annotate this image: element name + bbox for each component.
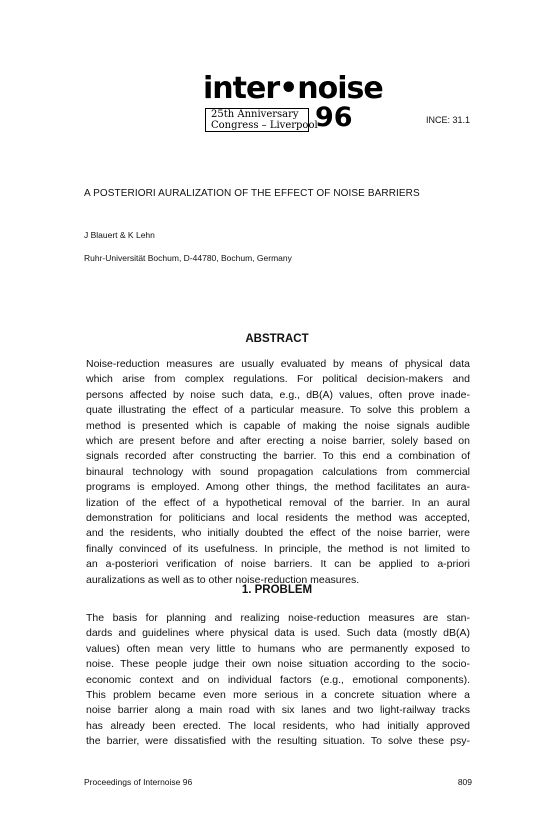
abstract-line: binaural technology with sound propagation calculations from commercial <box>86 465 470 478</box>
problem-line: dards and guidelines where physical data is used. Such data (mostly dB(A) <box>86 627 470 640</box>
problem-line: has already been erected. The local residents, who had initially approved <box>86 719 470 732</box>
abstract-line: demonstration for politicians and local residents the method was accepted, <box>86 512 470 525</box>
problem-line: This problem became even more serious in a concrete situation where a <box>86 689 470 702</box>
abstract-line: auralizations as well as to other noise-reduction measures. <box>86 573 360 586</box>
logo-year: 96 <box>315 102 353 133</box>
abstract-line: which are present before and after erecting a noise barrier, solely based on <box>86 435 470 448</box>
paper-authors: J Blauert & K Lehn <box>84 230 155 240</box>
abstract-line: method is presented which is capable of making the noise signals audible <box>86 419 470 432</box>
abstract-line: quate illustrating the effect of a particular measure. To solve this problem a <box>86 404 470 417</box>
abstract-line: an a-posteriori verification of noise barriers. It can be applied to a-priori <box>86 558 470 571</box>
internoise-logo <box>203 71 383 133</box>
abstract-line: finally convinced of its usefulness. In principle, the method is not limited to <box>86 542 470 555</box>
ince-code: INCE: 31.1 <box>426 115 471 125</box>
problem-line: economic context and on individual factors (e.g., emotional components). <box>86 673 470 686</box>
page-number: 809 <box>457 777 472 787</box>
abstract-line: Noise-reduction measures are usually evaluated by means of physical data <box>86 358 470 370</box>
problem-line: noise barrier along a main road with six lanes and two light-railway tracks <box>86 704 470 717</box>
logo-anniversary-box <box>205 108 318 132</box>
problem-heading: 1. PROBLEM <box>241 584 313 596</box>
logo-box-line-2: Congress – Liverpool <box>211 119 318 131</box>
abstract-body <box>86 357 470 588</box>
abstract-line: signals recorded after constructing the barrier. To this end a combination of <box>86 450 470 463</box>
problem-line: the barrier, were dissatisfied with the resulting situation. To solve these psy- <box>86 735 470 748</box>
paper-title: A POSTERIORI AURALIZATION OF THE EFFECT OF NOISE BARRIERS <box>84 188 420 199</box>
abstract-line: programs is employed. Among other things, the method facilitates an aura- <box>86 481 470 494</box>
problem-body <box>86 611 470 750</box>
abstract-line: persons affected by noise such data, e.g., dB(A) values, often prove inade- <box>86 388 470 401</box>
abstract-line: and the residents, who initially doubted the effect of the noise barrier, were <box>86 527 470 540</box>
paper-affiliation: Ruhr-Universität Bochum, D-44780, Bochum, Germany <box>84 253 292 263</box>
problem-line: The basis for planning and realizing noise-reduction measures are stan- <box>86 612 470 624</box>
logo-wordmark: inter•noise <box>203 71 383 106</box>
logo-box-line-1: 25th Anniversary <box>211 109 299 120</box>
abstract-line: lization of the effect of a hypothetical removal of the barrier. In an aural <box>86 496 470 509</box>
problem-line: noise. These people judge their own noise situation according to the socio- <box>86 658 470 671</box>
abstract-line: which arise from complex regulations. For political decision-makers and <box>86 373 470 386</box>
footer-proceedings: Proceedings of Internoise 96 <box>84 777 193 787</box>
abstract-heading: ABSTRACT <box>245 333 309 345</box>
problem-line: values) often mean very little to humans who are permanently exposed to <box>86 642 470 655</box>
